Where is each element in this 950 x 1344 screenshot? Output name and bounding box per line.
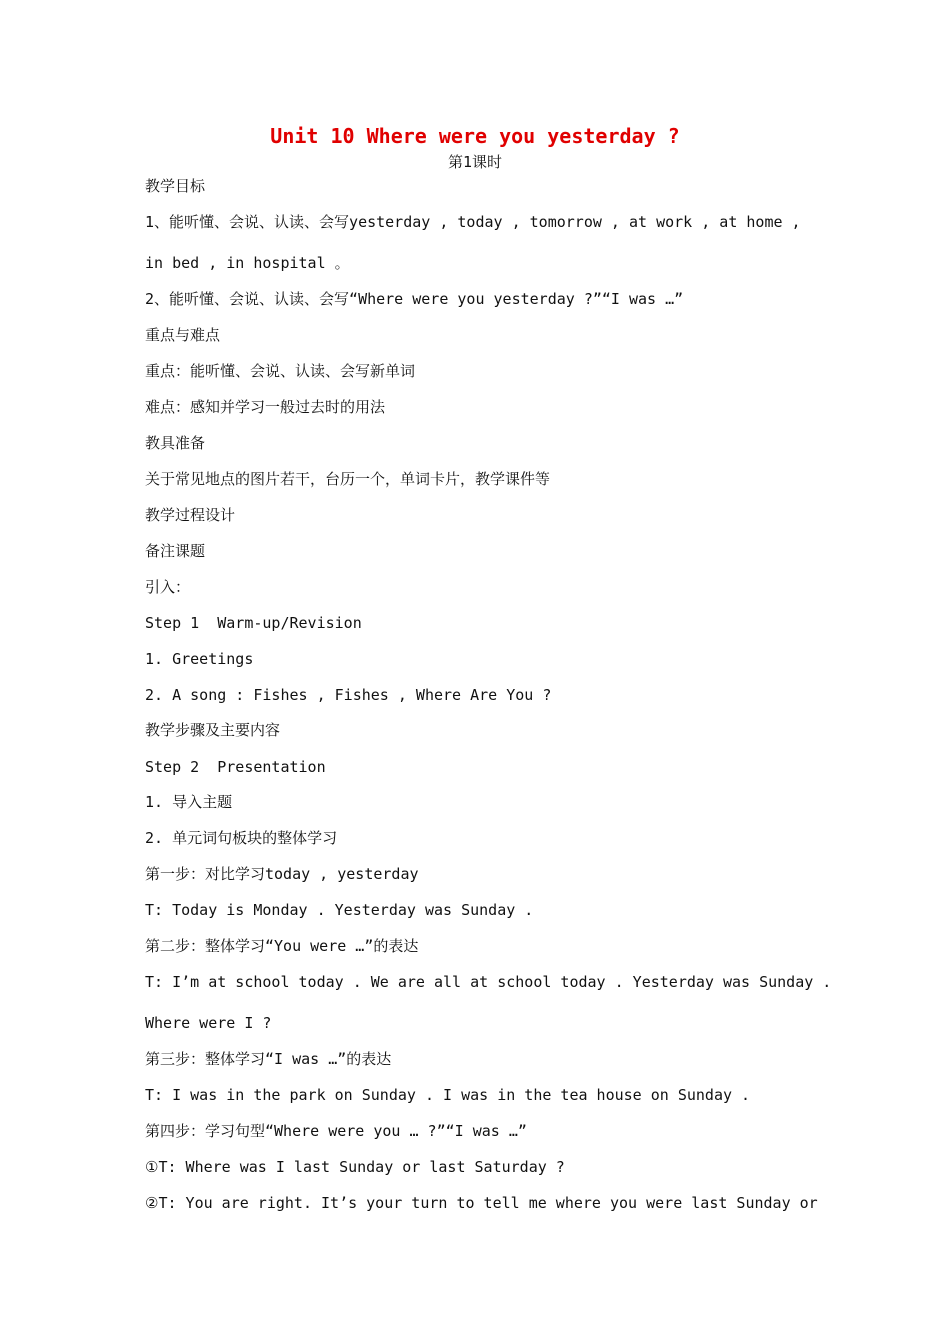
text-line: 教学步骤及主要内容 [145,721,281,739]
text-line: Where were I ? [145,1014,272,1032]
text-line: 关于常见地点的图片若干，台历一个，单词卡片，教学课件等 [145,470,551,488]
text-line: 第一步：对比学习today , yesterday [145,865,419,883]
lesson-subtitle: 第1课时 [447,153,503,171]
text-line: 2. A song : Fishes , Fishes , Where Are You ? [145,686,552,704]
text-line: T: I’m at school today . We are all at school today . Yesterday was Sunday . [145,973,832,991]
text-line: 2. 单元词句板块的整体学习 [145,829,338,847]
text-line: 教学目标 [145,177,206,195]
text-line: 备注课题 [145,542,206,560]
document-title: Unit 10 Where were you yesterday ? [270,124,680,148]
text-line: 教学过程设计 [145,506,236,524]
text-line: Step 2 Presentation [145,758,326,776]
text-line: ①T: Where was I last Sunday or last Saturday ? [145,1158,565,1176]
text-line: in bed , in hospital 。 [145,254,350,272]
text-line: Step 1 Warm-up/Revision [145,614,362,632]
text-line: 第三步：整体学习“I was …”的表达 [145,1050,392,1068]
text-line: ②T: You are right. It’s your turn to tell me where you were last Sunday or [145,1194,818,1212]
text-line: 难点：感知并学习一般过去时的用法 [145,398,386,416]
text-line: 引入： [145,578,191,596]
text-line: 重点与难点 [145,326,221,344]
text-line: 教具准备 [145,434,206,452]
text-line: 1、能听懂、会说、认读、会写yesterday , today , tomorrow , at work , at home , [145,213,801,231]
text-line: 2、能听懂、会说、认读、会写“Where were you yesterday ?”“I was …” [145,290,684,308]
text-line: 1. Greetings [145,650,254,668]
text-line: 第二步：整体学习“You were …”的表达 [145,937,419,955]
text-line: 第四步：学习句型“Where were you … ?”“I was …” [145,1122,527,1140]
text-line: T: Today is Monday . Yesterday was Sunday . [145,901,534,919]
text-line: T: I was in the park on Sunday . I was in the tea house on Sunday . [145,1086,751,1104]
text-line: 1. 导入主题 [145,793,233,811]
text-line: 重点：能听懂、会说、认读、会写新单词 [145,362,416,380]
